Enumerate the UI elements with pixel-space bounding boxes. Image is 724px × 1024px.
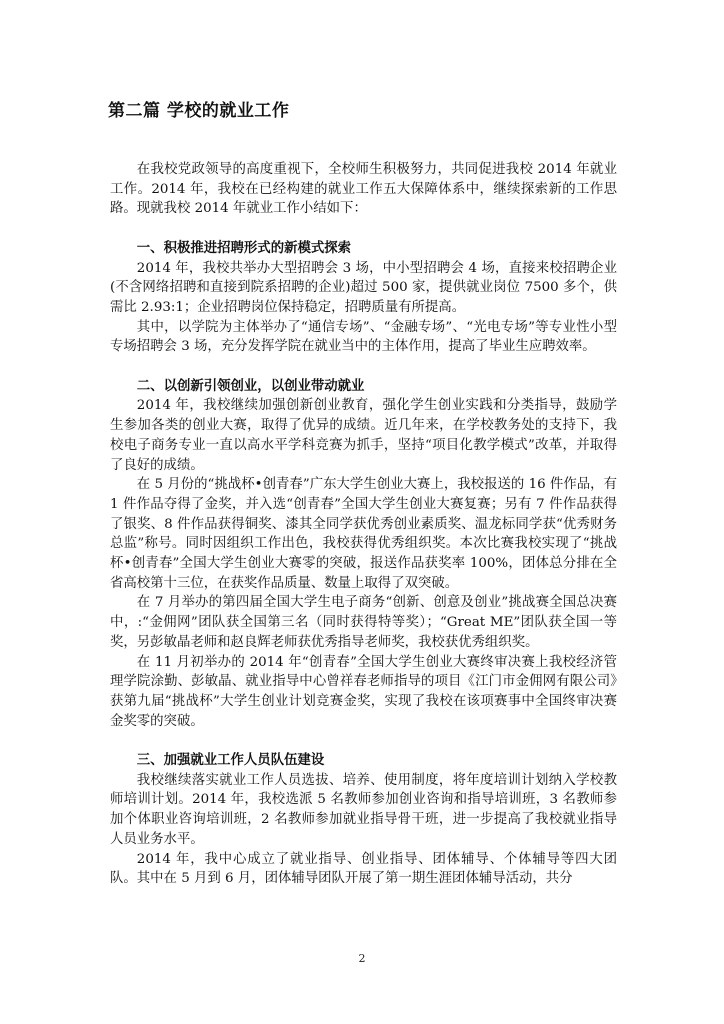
section-heading: 二、以创新引领创业，以创业带动就业 <box>136 378 365 394</box>
section-heading: 一、积极推进招聘形式的新模式探索 <box>136 240 352 256</box>
section-paragraph: 在 7 月举办的第四届全国大学生电子商务“创新、创意及创业”挑战赛全国总决赛中，:“金佣网”团队获全国第三名（同时获得特等奖）；“Great ME”团队获全国一等奖，另彭敏晶老师和赵良辉老师获优秀指导老师奖，我校获优秀组织奖。 <box>110 595 617 650</box>
section-heading: 三、加强就业工作人员队伍建设 <box>136 753 325 769</box>
section-paragraph: 在 5 月份的“挑战杯•创青春”广东大学生创业大赛上，我校报送的 16 件作品，有 1 件作品夺得了金奖，并入选“创青春”全国大学生创业大赛复赛；另有 7 件作品获得了银奖、8 件作品获得铜奖、漆其全同学获优秀创业素质奖、温龙标同学获“优秀财务总监”称号。同时因组织工作出色，我校获得优秀组织奖。本次比赛我校实现了“挑战杯•创青春”全国大学生创业大赛零的突破，报送作品获奖率 100%，团体总分排在全省高校第十三位，在获奖作品质量、数量上取得了双突破。 <box>110 477 617 591</box>
page-title: 第二篇 学校的就业工作 <box>108 101 290 121</box>
section-3 <box>110 751 617 889</box>
page-number: 2 <box>358 952 366 965</box>
section-paragraph: 我校继续落实就业工作人员选拔、培养、使用制度，将年度培训计划纳入学校教师培训计划。2014 年，我校选派 5 名教师参加创业咨询和指导培训班，3 名教师参加个体职业咨询培训班，2 名教师参加就业指导骨干班，进一步提高了我校就业指导人员业务水平。 <box>110 772 617 847</box>
section-paragraph: 2014 年，我中心成立了就业指导、创业指导、团体辅导、个体辅导等四大团队。其中在 5 月到 6 月，团体辅导团队开展了第一期生涯团体辅导活动，共分 <box>110 851 617 887</box>
section-1 <box>110 239 617 357</box>
section-paragraph: 其中，以学院为主体举办了“通信专场”、“金融专场”、“光电专场”等专业性小型专场招聘会 3 场，充分发挥学院在就业当中的主体作用，提高了毕业生应聘效率。 <box>110 319 617 355</box>
section-paragraph: 在 11 月初举办的 2014 年“创青春”全国大学生创业大赛终审决赛上我校经济管理学院涂勤、彭敏晶、就业指导中心曾祥春老师指导的项目《江门市金佣网有限公司》获第九届“挑战杯”大学生创业计划竞赛金奖，实现了我校在该项赛事中全国终审决赛金奖零的突破。 <box>110 654 617 729</box>
document-body <box>110 160 617 889</box>
intro-paragraph: 在我校党政领导的高度重视下，全校师生积极努力，共同促进我校 2014 年就业工作。2014 年，我校在已经构建的就业工作五大保障体系中，继续探索新的工作思路。现就我校 2014 年就业工作小结如下： <box>110 162 617 217</box>
section-paragraph: 2014 年，我校继续加强创新创业教育，强化学生创业实践和分类指导，鼓励学生参加各类的创业大赛，取得了优异的成绩。近几年来，在学校教务处的支持下，我校电子商务专业一直以高水平学科竞赛为抓手，坚持“项目化教学模式”改革，并取得了良好的成绩。 <box>110 398 617 473</box>
section-paragraph: 2014 年，我校共举办大型招聘会 3 场，中小型招聘会 4 场，直接来校招聘企业(不含网络招聘和直接到院系招聘的企业)超过 500 家，提供就业岗位 7500 多个，供需比 2.93:1；企业招聘岗位保持稳定，招聘质量有所提高。 <box>110 260 617 315</box>
section-2 <box>110 377 617 732</box>
